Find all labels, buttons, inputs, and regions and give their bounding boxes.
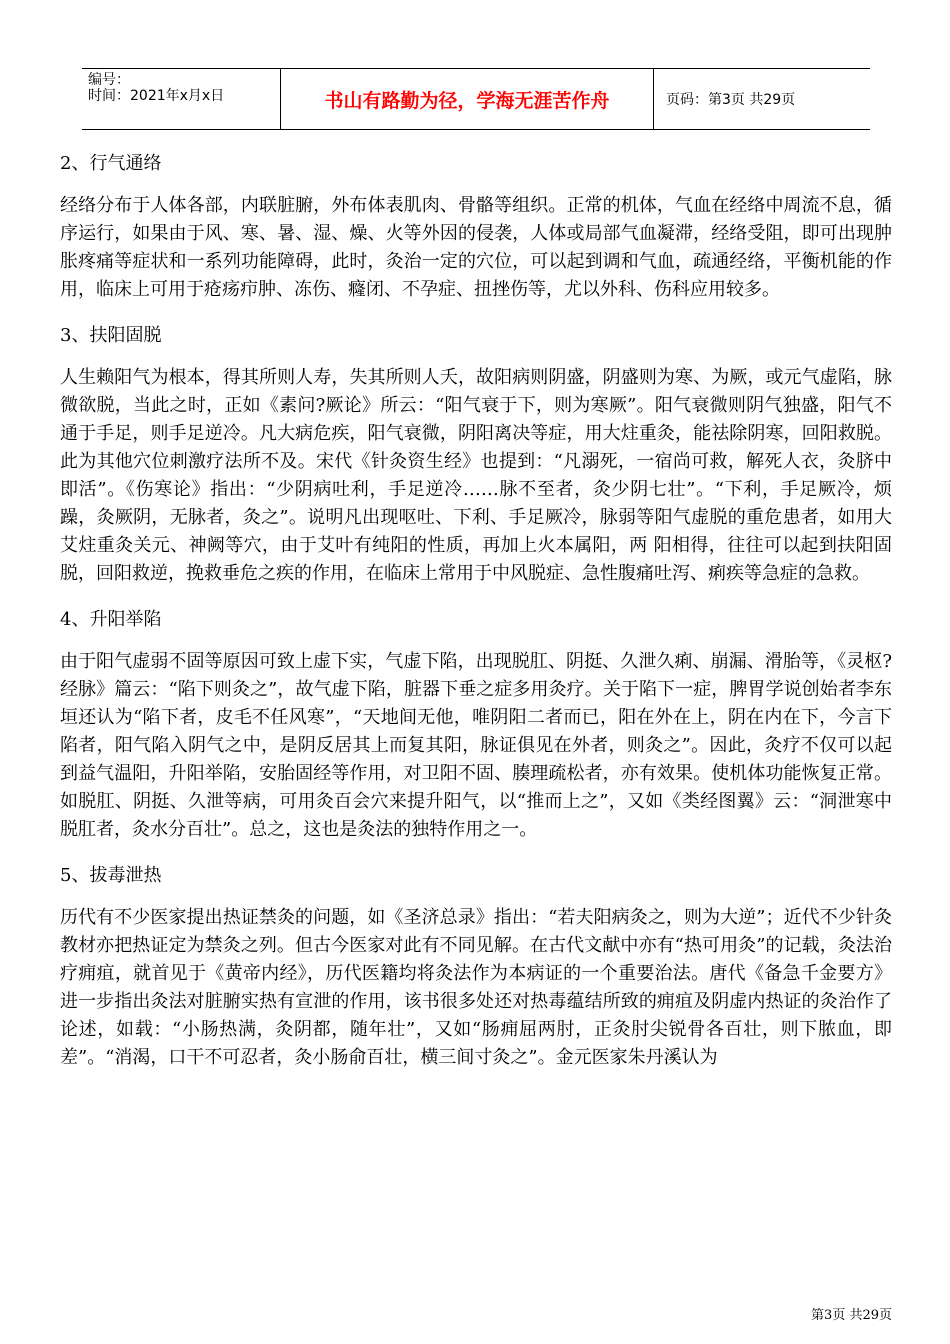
section-heading: 5、拔毒泄热 [60, 865, 162, 886]
header-meta [82, 69, 281, 129]
document-body [60, 150, 892, 1090]
page-header [82, 68, 870, 130]
section-paragraph: 人生赖阳气为根本，得其所则人寿，失其所则人夭，故阳病则阴盛，阴盛则为寒、为厥，或元气虚陷，脉微欲脱，当此之时，正如《素问?厥论》所云：“阳气衰于下，则为寒厥”。阳气衰微则阴气独盛，阳气不通于手足，则手足逆冷。凡大病危疾，阳气衰微，阴阳离决等症，用大炷重灸，能祛除阴寒，回阳救脱。此为其他穴位刺激疗法所不及。宋代《针灸资生经》也提到：“凡溺死，一宿尚可救，解死人衣，灸脐中即活”。《伤寒论》指出：“少阴病吐利，手足逆冷……脉不至者，灸少阴七壮”。“下利，手足厥冷，烦躁，灸厥阴，无脉者，灸之”。说明凡出现呕吐、下利、手足厥冷，脉弱等阳气虚脱的重危患者，如用大艾炷重灸关元、神阙等穴，由于艾叶有纯阳的性质，再加上火本属阳，两 阳相得，往往可以起到扶阳固脱，回阳救逆，挽救垂危之疾的作用，在临床上常用于中风脱症、急性腹痛吐泻、痢疾等急症的急救。 [60, 367, 892, 584]
section-paragraph: 历代有不少医家提出热证禁灸的问题，如《圣济总录》指出：“若夫阳病灸之，则为大逆”；近代不少针灸教材亦把热证定为禁灸之列。但古今医家对此有不同见解。在古代文献中亦有“热可用灸”的记载，灸法治疗痈疽，就首见于《黄帝内经》，历代医籍均将灸法作为本病证的一个重要治法。唐代《备急千金要方》进一步指出灸法对脏腑实热有宣泄的作用，该书很多处还对热毒蕴结所致的痈疽及阴虚内热证的灸治作了论述，如载：“小肠热满，灸阴都，随年壮”，又如“肠痈屈两肘，正灸肘尖锐骨各百壮，则下脓血，即差”。“消渴，口干不可忍者，灸小肠俞百壮，横三间寸灸之”。金元医家朱丹溪认为 [60, 907, 892, 1068]
doc-number-label: 编号： [88, 72, 130, 88]
section-heading: 2、行气通络 [60, 153, 162, 174]
section-paragraph: 由于阳气虚弱不固等原因可致上虚下实，气虚下陷，出现脱肛、阴挺、久泄久痢、崩漏、滑胎等，《灵枢?经脉》篇云：“陷下则灸之”，故气虚下陷，脏器下垂之症多用灸疗。关于陷下一症，脾胃学说创始者李东垣还认为“陷下者，皮毛不任风寒”，“天地间无他，唯阴阳二者而已，阳在外在上，阴在内在下，今言下陷者，阳气陷入阴气之中，是阴反居其上而复其阳，脉证俱见在外者，则灸之”。因此，灸疗不仅可以起到益气温阳，升阳举陷，安胎固经等作用，对卫阳不固、腠理疏松者，亦有效果。使机体功能恢复正常。如脱肛、阴挺、久泄等病，可用灸百会穴来提升阳气，以“推而上之”，又如《类经图翼》云：“洞泄寒中脱肛者，灸水分百壮”。总之，这也是灸法的独特作用之一。 [60, 651, 892, 840]
section-paragraph: 经络分布于人体各部，内联脏腑，外布体表肌肉、骨骼等组织。正常的机体，气血在经络中周流不息，循序运行，如果由于风、寒、暑、湿、燥、火等外因的侵袭，人体或局部气血凝滞，经络受阻，即可出现肿胀疼痛等症状和一系列功能障碍，此时，灸治一定的穴位，可以起到调和气血，疏通经络，平衡机能的作用，临床上可用于疮疡疖肿、冻伤、癃闭、不孕症、扭挫伤等，尤以外科、伤科应用较多。 [60, 195, 892, 300]
section-heading: 3、扶阳固脱 [60, 325, 162, 346]
doc-date-label: 时间：2021年x月x日 [88, 88, 225, 104]
section-heading: 4、升阳举陷 [60, 609, 162, 630]
header-page-label: 页码：第3页 共29页 [666, 92, 796, 108]
page-footer: 第3页 共29页 [811, 1308, 892, 1323]
header-motto: 书山有路勤为径，学海无涯苦作舟 [281, 69, 654, 129]
